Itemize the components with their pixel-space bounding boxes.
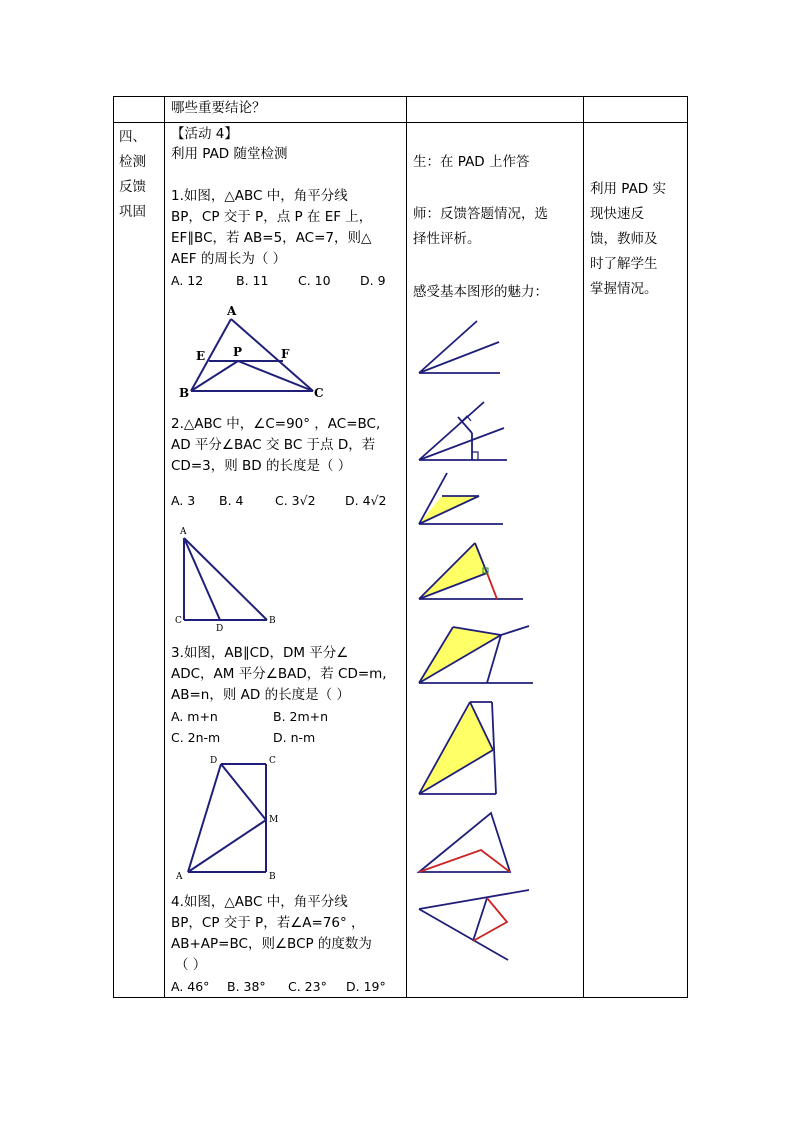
q1-label-f: F xyxy=(281,347,290,361)
q1-label-b: B xyxy=(179,386,190,400)
q3-line-1: 3.如图，AB∥CD，DM 平分∠ xyxy=(171,645,349,661)
q1-label-a: A xyxy=(227,304,237,318)
q3-line-2: ADC，AM 平分∠BAD，若 CD=m, xyxy=(171,666,387,682)
q2-label-b: B xyxy=(269,616,276,626)
q1-line-4: AEF 的周长为（ ） xyxy=(171,251,287,267)
basic-figure-bisector-perpendiculars xyxy=(419,402,507,460)
q2-option-a: A. 3 xyxy=(171,493,196,508)
q2-option-c: C. 3√2 xyxy=(275,493,316,508)
q3-option-a: A. m+n xyxy=(171,709,218,724)
q2-option-b: B. 4 xyxy=(219,493,244,508)
row-divider xyxy=(113,122,688,123)
q3-trapezoid-figure xyxy=(173,754,293,886)
q2-line-1: 2.△ABC 中，∠C=90° ，AC=BC, xyxy=(171,416,381,432)
row1-conclusion-text: 哪些重要结论？ xyxy=(171,100,266,116)
basic-figure-angle-red-construction xyxy=(419,890,529,960)
q1-line-2: BP，CP 交于 P，点 P 在 EF 上， xyxy=(171,209,373,225)
q1-label-e: E xyxy=(196,349,206,363)
stage-line-2: 检测 xyxy=(119,154,146,170)
q2-option-d: D. 4√2 xyxy=(345,493,387,508)
stage-line-4: 巩固 xyxy=(119,204,146,220)
q1-line-1: 1.如图，△ABC 中，角平分线 xyxy=(171,188,348,204)
q2-label-a: A xyxy=(180,527,187,537)
q2-label-c: C xyxy=(175,616,182,626)
teacher-line-2: 择性评析。 xyxy=(413,231,481,247)
q3-label-b: B xyxy=(269,872,276,882)
stage-line-1: 四、 xyxy=(119,129,146,145)
q3-line-3: AB=n，则 AD 的长度是（ ） xyxy=(171,687,350,703)
q3-option-b: B. 2m+n xyxy=(273,709,329,724)
column-divider-3 xyxy=(583,96,584,998)
q1-line-3: EF∥BC，若 AB=5，AC=7，则△ xyxy=(171,230,372,246)
q4-line-3: AB+AP=BC，则∠BCP 的度数为 xyxy=(171,936,372,952)
column-divider-1 xyxy=(164,96,165,998)
q3-label-m: M xyxy=(269,815,279,825)
basic-figure-trapezoid xyxy=(419,702,496,794)
basic-figures-column xyxy=(407,311,583,996)
q3-label-a: A xyxy=(176,872,183,882)
q3-option-c: C. 2n-m xyxy=(171,730,221,745)
q4-option-d: D. 19° xyxy=(346,979,386,994)
intent-line-4: 时了解学生 xyxy=(590,256,658,272)
q2-right-triangle-figure xyxy=(173,524,283,632)
q4-line-1: 4.如图，△ABC 中，角平分线 xyxy=(171,894,348,910)
intent-line-2: 现快速反 xyxy=(590,206,644,222)
feel-basic-figures: 感受基本图形的魅力： xyxy=(413,284,548,300)
q2-line-3: CD=3，则 BD 的长度是（ ） xyxy=(171,458,352,474)
table-border-left xyxy=(113,96,114,998)
intent-line-3: 馈，教师及 xyxy=(590,231,658,247)
q3-option-d: D. n-m xyxy=(273,730,316,745)
q1-label-c: C xyxy=(314,386,324,400)
q3-label-d: D xyxy=(210,756,218,766)
student-activity: 生：在 PAD 上作答 xyxy=(413,154,530,170)
basic-figure-angle-bisector xyxy=(419,321,500,373)
q3-label-c: C xyxy=(269,756,276,766)
q4-option-c: C. 23° xyxy=(288,979,327,994)
q1-label-p: P xyxy=(233,345,243,359)
q2-line-2: AD 平分∠BAC 交 BC 于点 D，若 xyxy=(171,437,376,453)
basic-figure-bisector-perpendicular-extension xyxy=(419,543,523,599)
q1-option-d: D. 9 xyxy=(360,273,386,288)
q2-label-d: D xyxy=(216,624,224,634)
basic-figure-triangle-red-bisectors xyxy=(419,813,510,872)
q1-option-b: B. 11 xyxy=(236,273,269,288)
teacher-line-1: 师：反馈答题情况，选 xyxy=(413,206,548,222)
activity-description: 利用 PAD 随堂检测 xyxy=(171,146,288,162)
activity-title: 【活动 4】 xyxy=(171,126,238,142)
table-border-bottom xyxy=(113,997,688,998)
lesson-table xyxy=(113,96,688,998)
q4-line-2: BP，CP 交于 P，若∠A=76° ， xyxy=(171,915,365,931)
basic-figure-bisector-parallel xyxy=(419,473,503,524)
q1-option-c: C. 10 xyxy=(298,273,331,288)
basic-figure-angle-quadrilateral xyxy=(419,626,533,683)
stage-line-3: 反馈 xyxy=(119,179,146,195)
table-border-top xyxy=(113,96,688,97)
q4-line-4: （ ） xyxy=(175,957,207,973)
table-border-right xyxy=(687,96,688,998)
intent-line-5: 掌握情况。 xyxy=(590,281,658,297)
intent-line-1: 利用 PAD 实 xyxy=(590,181,666,197)
q1-option-a: A. 12 xyxy=(171,273,204,288)
q4-option-b: B. 38° xyxy=(227,979,266,994)
q1-triangle-figure xyxy=(173,304,343,402)
q4-option-a: A. 46° xyxy=(171,979,210,994)
